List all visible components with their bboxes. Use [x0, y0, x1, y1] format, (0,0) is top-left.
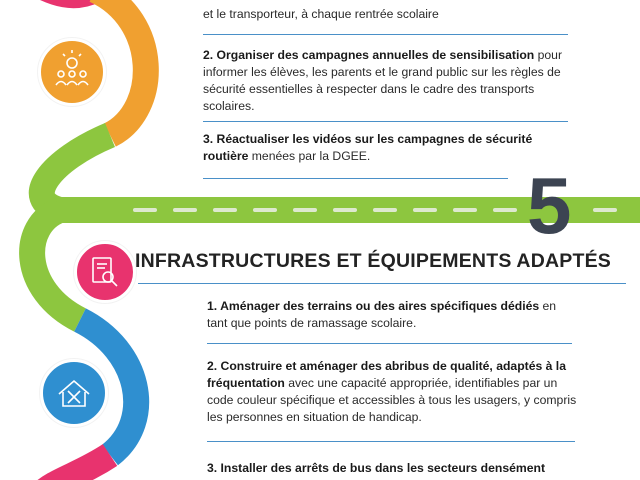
prev-item-1: et le transporteur, à chaque rentrée scolaire	[203, 7, 439, 21]
section-title: INFRASTRUCTURES ET ÉQUIPEMENTS ADAPTÉS	[135, 250, 611, 272]
prev-item-3: 3. Réactualiser les vidéos sur les campagnes de sécurité routière menées par la DGEE.	[203, 132, 533, 163]
team-idea-icon	[38, 38, 106, 106]
section-item-1: 1. Aménager des terrains ou des aires spécifiques dédiés en tant que points de ramassage scolaire.	[207, 299, 557, 330]
prev-item-2: 2. Organiser des campagnes annuelles de sensibilisation pour informer les élèves, les parents et le grand public sur les règles de sécurité essentielles à respecter dans le cadre des transports scolaires.	[203, 48, 562, 113]
divider	[207, 343, 572, 344]
divider	[203, 34, 568, 35]
house-tools-icon	[40, 359, 108, 427]
divider	[203, 178, 508, 179]
title-underline	[138, 283, 626, 284]
section-item-2: 2. Construire et aménager des abribus de qualité, adaptés à la fréquentation avec une capacité appropriée, identifiables par un code couleur spécifique et accessibles à tous les usagers, y compris les personnes en situation de handicap.	[207, 359, 577, 424]
section-item-3: 3. Installer des arrêts de bus dans les secteurs densément	[207, 461, 546, 475]
divider	[203, 121, 568, 122]
divider	[207, 441, 575, 442]
section-number: 5	[527, 161, 572, 250]
document-search-icon	[74, 241, 136, 303]
